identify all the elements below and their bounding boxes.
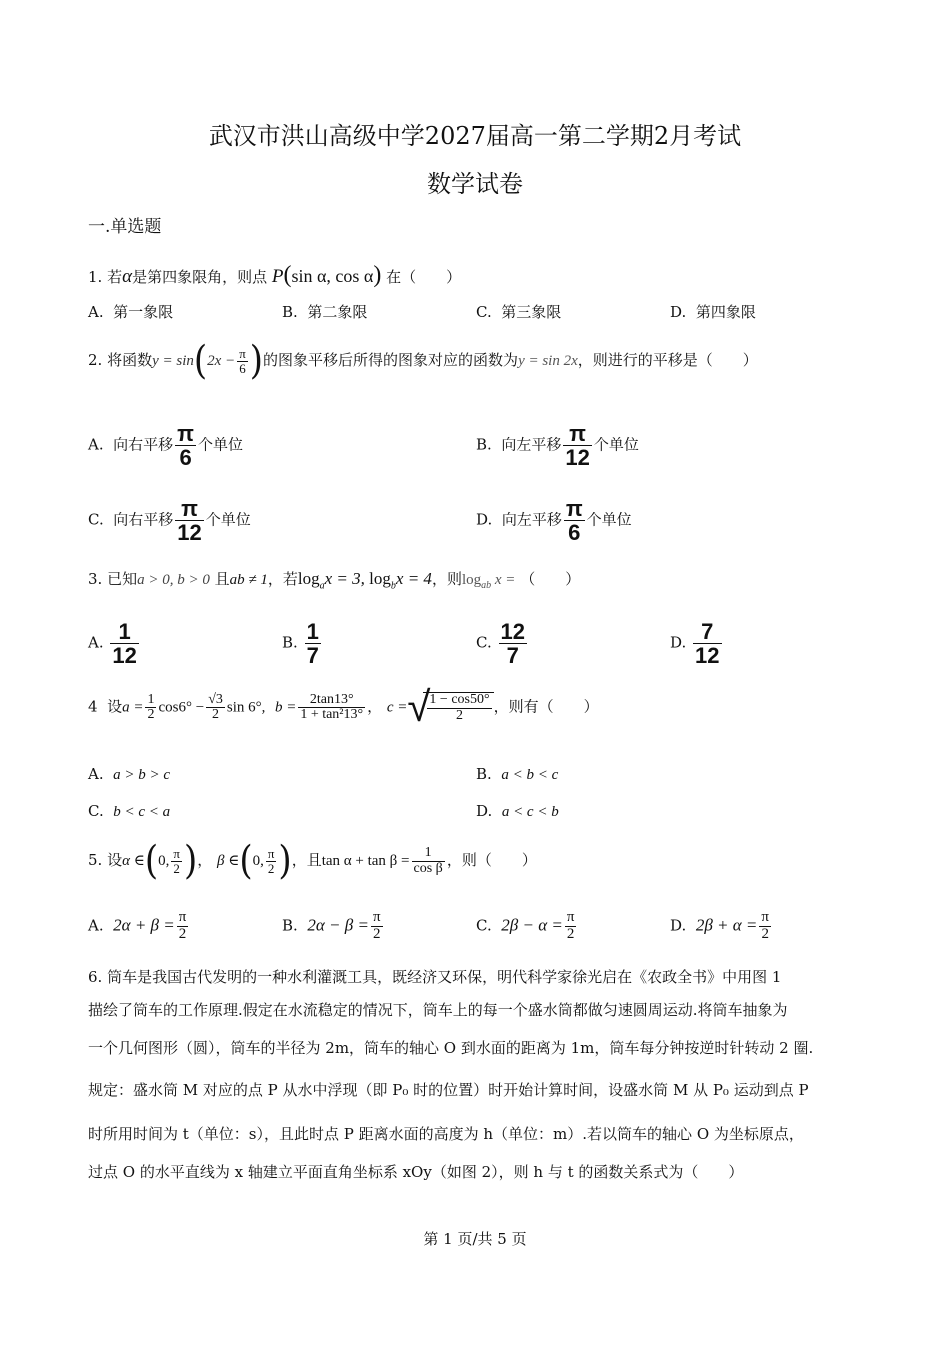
- q1-option-d[interactable]: D. 第四象限: [670, 303, 756, 321]
- q3-text-and: 且: [214, 570, 230, 588]
- q6-line-4: 规定：盛水筒 M 对应的点 P 从水中浮现（即 P₀ 时的位置）时开始计算时间，设盛水筒 M 从 P₀ 运动到点 P: [88, 1081, 809, 1099]
- q2-func1-inner: 2x −: [207, 353, 236, 369]
- q4-option-c[interactable]: C. b < c < a: [88, 802, 171, 820]
- q1-text-post: 在（ ）: [386, 268, 462, 286]
- q1-point: P: [271, 266, 284, 287]
- q2-text-post: ，则进行的平移是（ ）: [577, 351, 758, 369]
- q1-text: 若: [107, 268, 123, 286]
- q2-option-b[interactable]: B. 向左平移 $\frac{\pi}{12}$ 个单位: [476, 421, 639, 471]
- q4-b-frac: $\frac{2\tan 13^\circ}{\text{1 + tan²13°}}$: [300, 691, 364, 723]
- question-number: 2.: [88, 351, 103, 369]
- q1-text-mid: 是第四象限角，则点: [132, 268, 268, 286]
- q6-line-6: 过点 O 的水平直线为 x 轴建立平面直角坐标系 xOy（如图 2），则 h 与 t 的函数关系式为（ ）: [88, 1163, 744, 1181]
- q5-text: 设: [107, 851, 123, 869]
- q4-sqrt3-over-2: $\frac{√3}{2}$: [208, 691, 223, 723]
- q5-option-b[interactable]: B. 2α − β = $\frac{\pi}{2}$: [282, 909, 381, 942]
- question-3: [88, 569, 580, 596]
- q3-option-b[interactable]: B. $\frac{1}{7}$: [282, 619, 319, 669]
- question-4: 4 设a = $\frac{1}{2}$ cos6° − $\frac{√3}{2}$ sin 6°, b = $\frac{2\tan 13^\circ}{\text{1 + tan²13°}}$ ， c = √ $\frac{1 - \cos 50^\circ}{2}$ ，则有（ ）: [88, 682, 599, 731]
- exam-title: 武汉市洪山高级中学2027届高一第二学期2月考试: [208, 122, 742, 150]
- q6-line-2: 描绘了筒车的工作原理.假定在水流稳定的情况下，筒车上的每一个盛水筒都做匀速圆周运动.将筒车抽象为: [88, 1001, 788, 1019]
- q1-point-args: sin α, cos α: [291, 266, 374, 286]
- question-number: 4: [88, 697, 98, 716]
- q5-text-and: ，且: [291, 851, 322, 869]
- q4-option-b[interactable]: B. a < b < c: [476, 765, 559, 783]
- q1-alpha: α: [122, 266, 133, 287]
- q3-option-c[interactable]: C. $\frac{12}{7}$: [476, 619, 525, 669]
- q2-func1: y = sin: [152, 353, 194, 369]
- q2-option-c[interactable]: C. 向右平移 $\frac{\pi}{12}$ 个单位: [88, 496, 251, 546]
- q6-line-1: 6. 筒车是我国古代发明的一种水利灌溉工具，既经济又环保，明代科学家徐光启在《农政全书》中用图 1: [88, 968, 782, 986]
- q6-line-3: 一个几何图形（圆），筒车的半径为 2m，筒车的轴心 O 到水面的距离为 1m，筒车每分钟按逆时针转动 2 圈.: [88, 1039, 814, 1057]
- q1-option-c[interactable]: C. 第三象限: [476, 303, 562, 321]
- q3-text-then: ，则: [431, 570, 462, 588]
- q5-option-a[interactable]: A. 2α + β = $\frac{\pi}{2}$: [88, 909, 187, 942]
- q4-option-a[interactable]: A. a > b > c: [88, 765, 171, 783]
- q4-a-lhs: a =: [122, 699, 144, 716]
- q3-text-post: （ ）: [520, 570, 581, 588]
- q4-text-post: ，则有（ ）: [493, 697, 599, 716]
- q3-cond2: ab ≠ 1: [229, 572, 268, 588]
- q5-option-d[interactable]: D. 2β + α = $\frac{\pi}{2}$: [670, 909, 769, 942]
- q5-eq-rhs: $\frac{1}{\text{cos β}}$: [413, 844, 443, 876]
- q4-text: 设: [107, 697, 123, 716]
- exam-subtitle: 数学试卷: [427, 170, 523, 198]
- q3-text: 已知: [107, 570, 138, 588]
- q2-text: 将函数: [107, 351, 153, 369]
- q3-log-equations: $\log_ax = 3$, $\log_bx = 4$: [297, 569, 432, 592]
- q4-c-lhs: c =: [386, 699, 408, 716]
- q5-eq-lhs: tan α + tan β =: [321, 853, 410, 869]
- question-number: 1.: [88, 268, 103, 286]
- q4-cos6: cos6° −: [158, 699, 205, 716]
- section-heading: 一.单选题: [88, 217, 162, 237]
- q6-line-5: 时所用时间为 t（单位：s），且此时点 P 距离水面的高度为 h（单位：m）.若以筒车的轴心 O 为坐标原点，: [88, 1125, 804, 1143]
- q4-half: $\frac{1}{2}$: [147, 691, 155, 723]
- q4-c-sqrt: √ $\frac{1 - \cos 50^\circ}{2}$: [407, 692, 493, 723]
- q2-func2: y = sin 2x: [518, 353, 578, 369]
- q4-option-d[interactable]: D. a < c < b: [476, 802, 559, 820]
- question-5: 5. 设α ∈(0, $\frac{\pi}{2}$ )， β ∈(0, $\frac{\pi}{2}$ )，且tan α + tan β = $\frac{1}{\text{cos β}}$ ，则（ ）: [88, 838, 537, 884]
- q5-text-post: ，则（ ）: [446, 851, 537, 869]
- q4-b-lhs: b =: [274, 699, 297, 716]
- q1-option-b[interactable]: B. 第二象限: [282, 303, 368, 321]
- q5-alpha-in: α ∈: [122, 853, 145, 869]
- q2-option-a[interactable]: A. 向右平移 $\frac{\pi}{6}$ 个单位: [88, 421, 244, 471]
- q3-cond1: a > 0, b > 0: [137, 572, 210, 588]
- question-1: 1. 若α是第四象限角，则点 P(sin α, cos α) 在（ ）: [88, 262, 462, 288]
- q3-option-d[interactable]: D. $\frac{7}{12}$: [670, 619, 720, 669]
- q3-option-a[interactable]: A. $\frac{1}{12}$: [88, 619, 137, 669]
- question-number: 5.: [88, 851, 103, 869]
- q1-option-a[interactable]: A. 第一象限: [88, 303, 174, 321]
- q2-option-d[interactable]: D. 向左平移 $\frac{\pi}{6}$ 个单位: [476, 496, 632, 546]
- q3-text-if: ，若: [267, 570, 298, 588]
- q3-target: $\log_{ab} x$ =: [461, 572, 516, 591]
- question-2: 2. 将函数y = sin(2x − $\frac{\pi}{6}$ )的图象平移后所得的图象对应的函数为y = sin 2x，则进行的平移是（ ）: [88, 338, 758, 384]
- q2-text-mid: 的图象平移后所得的图象对应的函数为: [263, 351, 519, 369]
- q4-sin6: sin 6°,: [226, 699, 266, 716]
- q2-pi-over-6: $\frac{\pi}{6}$: [239, 345, 246, 376]
- question-number: 3.: [88, 570, 103, 588]
- page-footer: 第 1 页/共 5 页: [423, 1230, 527, 1248]
- q5-beta-in: β ∈: [217, 853, 240, 869]
- q5-option-c[interactable]: C. 2β − α = $\frac{\pi}{2}$: [476, 909, 575, 942]
